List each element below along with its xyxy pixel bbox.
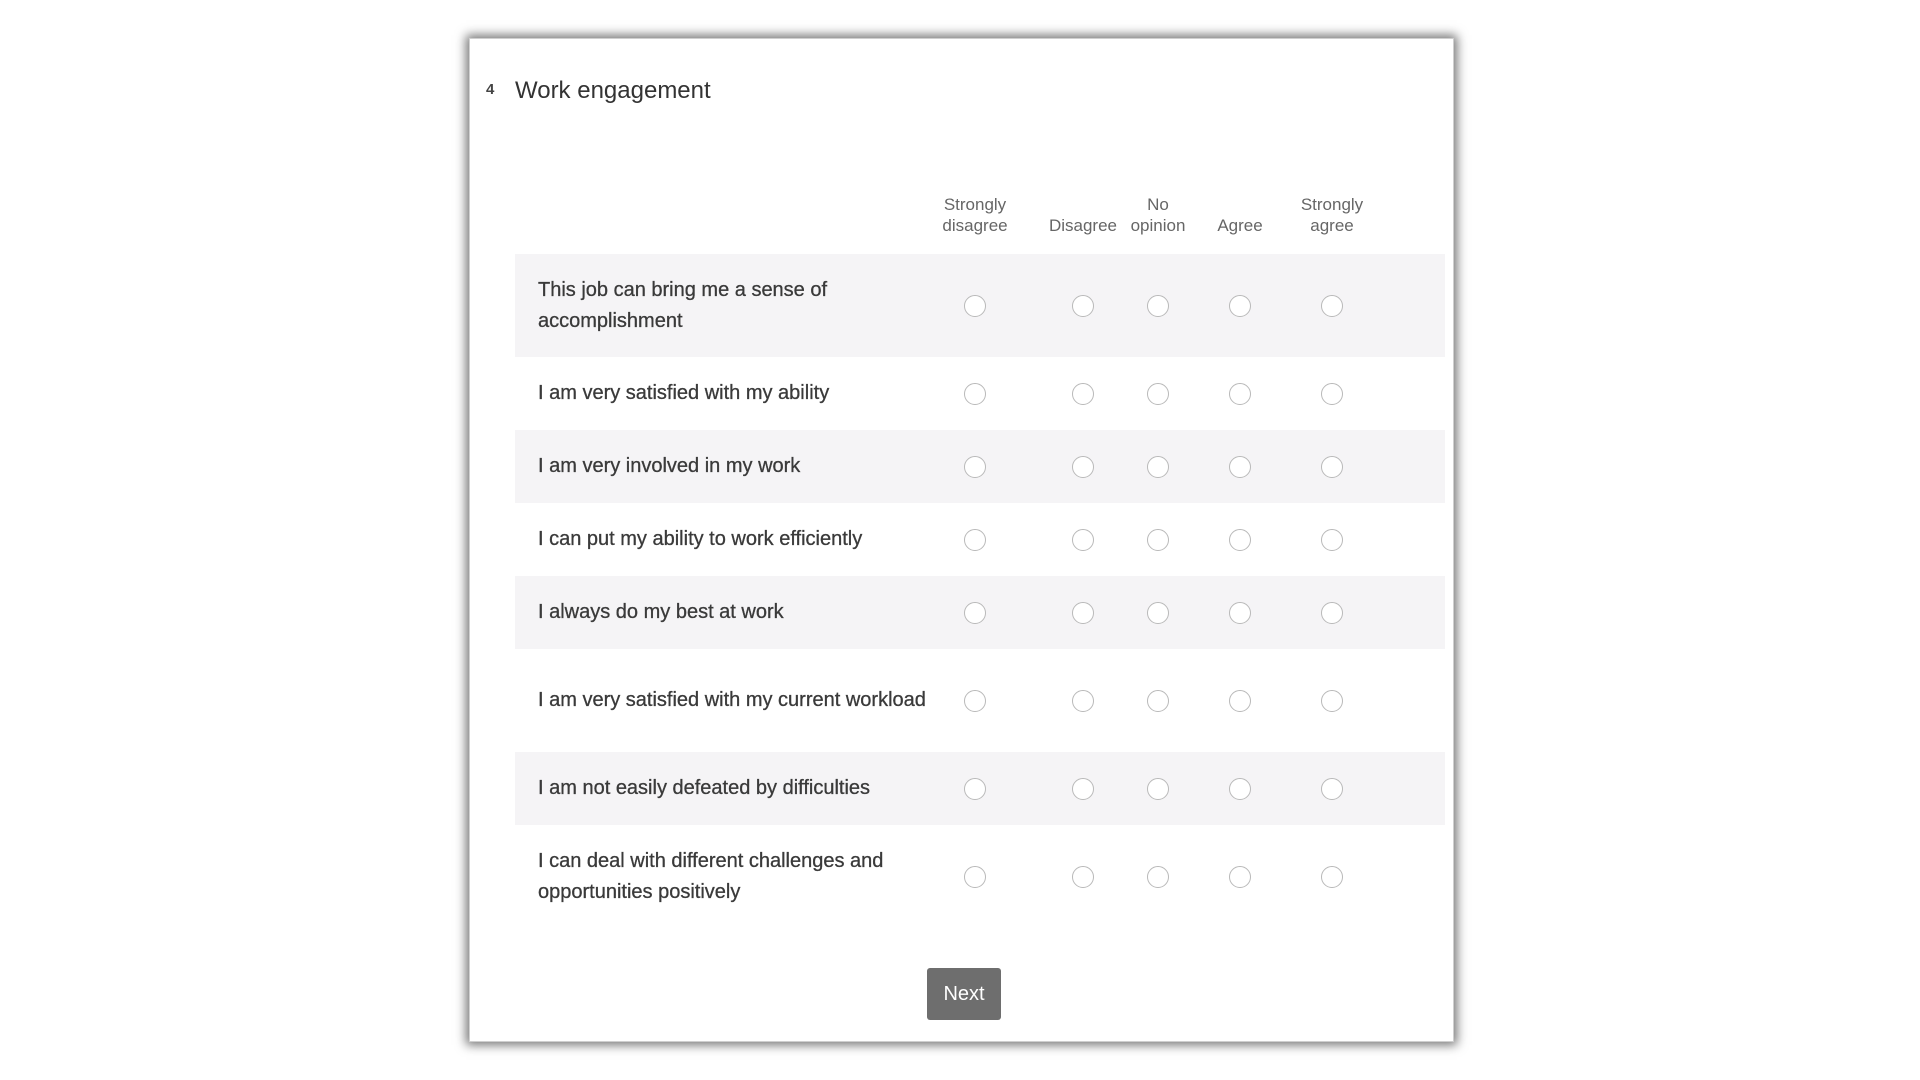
col-header-no-opinion: No opinion [1130, 195, 1186, 235]
radio-agree[interactable] [1229, 690, 1251, 712]
radio-agree[interactable] [1229, 602, 1251, 624]
radio-strongly-agree[interactable] [1321, 778, 1343, 800]
col-header-agree: Agree [1217, 216, 1263, 235]
radio-no-opinion[interactable] [1147, 690, 1169, 712]
radio-strongly-agree[interactable] [1321, 690, 1343, 712]
likert-matrix [515, 154, 1445, 928]
radio-agree[interactable] [1229, 778, 1251, 800]
statement-label: I always do my best at work [538, 601, 784, 623]
radio-disagree[interactable] [1072, 295, 1094, 317]
radio-strongly-disagree[interactable] [964, 602, 986, 624]
radio-strongly-agree[interactable] [1321, 866, 1343, 888]
radio-disagree[interactable] [1072, 866, 1094, 888]
radio-strongly-disagree[interactable] [964, 295, 986, 317]
statement-label: I can deal with different challenges and opportunities positively [538, 849, 884, 903]
matrix-row [515, 576, 1445, 649]
radio-no-opinion[interactable] [1147, 866, 1169, 888]
radio-no-opinion[interactable] [1147, 602, 1169, 624]
radio-strongly-disagree[interactable] [964, 778, 986, 800]
radio-no-opinion[interactable] [1147, 383, 1169, 405]
radio-agree[interactable] [1229, 383, 1251, 405]
question-number: 4 [486, 81, 495, 98]
radio-strongly-disagree[interactable] [964, 529, 986, 551]
radio-agree[interactable] [1229, 456, 1251, 478]
radio-no-opinion[interactable] [1147, 295, 1169, 317]
radio-strongly-disagree[interactable] [964, 690, 986, 712]
radio-no-opinion[interactable] [1147, 778, 1169, 800]
radio-strongly-disagree[interactable] [964, 383, 986, 405]
col-header-disagree: Disagree [1048, 216, 1118, 235]
radio-agree[interactable] [1229, 866, 1251, 888]
question-title: Work engagement [515, 77, 711, 104]
statement-label: I am very satisfied with my current workload [538, 689, 926, 711]
radio-strongly-disagree[interactable] [964, 456, 986, 478]
matrix-row [515, 430, 1445, 503]
matrix-row [515, 752, 1445, 825]
radio-strongly-agree[interactable] [1321, 529, 1343, 551]
matrix-row [515, 649, 1445, 752]
radio-strongly-agree[interactable] [1321, 602, 1343, 624]
radio-disagree[interactable] [1072, 690, 1094, 712]
radio-agree[interactable] [1229, 295, 1251, 317]
radio-disagree[interactable] [1072, 456, 1094, 478]
radio-no-opinion[interactable] [1147, 456, 1169, 478]
col-header-strongly-agree: Strongly agree [1300, 195, 1364, 235]
matrix-header [515, 154, 1445, 254]
next-button[interactable]: Next [927, 968, 1001, 1020]
radio-strongly-agree[interactable] [1321, 295, 1343, 317]
radio-strongly-agree[interactable] [1321, 383, 1343, 405]
radio-disagree[interactable] [1072, 602, 1094, 624]
radio-strongly-agree[interactable] [1321, 456, 1343, 478]
matrix-row [515, 825, 1445, 928]
radio-no-opinion[interactable] [1147, 529, 1169, 551]
col-header-strongly-disagree: Strongly disagree [942, 195, 1008, 235]
statement-label: I am very satisfied with my ability [538, 382, 830, 404]
statement-label: I am not easily defeated by difficulties [538, 777, 871, 799]
matrix-row [515, 357, 1445, 430]
radio-agree[interactable] [1229, 529, 1251, 551]
radio-strongly-disagree[interactable] [964, 866, 986, 888]
radio-disagree[interactable] [1072, 778, 1094, 800]
matrix-row [515, 254, 1445, 357]
radio-disagree[interactable] [1072, 529, 1094, 551]
survey-card [469, 38, 1454, 1042]
radio-disagree[interactable] [1072, 383, 1094, 405]
matrix-row [515, 503, 1445, 576]
statement-label: This job can bring me a sense of accomplishment [538, 278, 828, 332]
statement-label: I can put my ability to work efficiently [538, 528, 863, 550]
statement-label: I am very involved in my work [538, 455, 801, 477]
